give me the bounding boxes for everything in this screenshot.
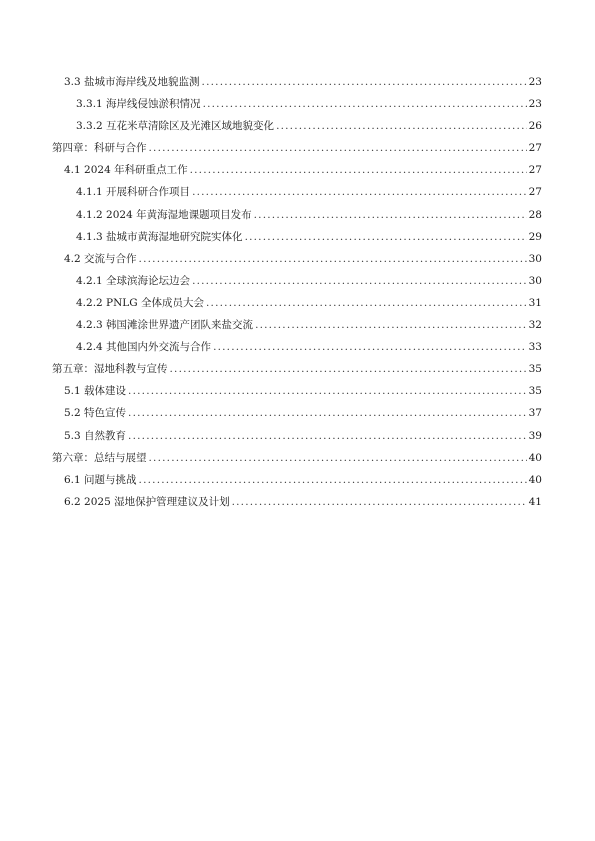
toc-entry-page: 27 [528, 164, 542, 177]
toc-entry[interactable] [52, 314, 542, 336]
toc-entry-page: 40 [528, 451, 542, 464]
toc-entry-page: 37 [528, 407, 542, 420]
toc-entry[interactable] [52, 425, 542, 447]
toc-entry-title: 3.3 盐城市海岸线及地貌监测 [64, 76, 200, 88]
toc-dot-leader [128, 402, 527, 424]
toc-entry-title: 3.3.1 海岸线侵蚀淤积情况 [76, 98, 201, 111]
toc-entry-title: 5.1 载体建设 [64, 385, 127, 398]
toc-entry-page: 30 [528, 274, 542, 287]
toc-dot-leader [276, 115, 527, 137]
toc-entry-page: 23 [528, 76, 542, 88]
toc-dot-leader [149, 447, 527, 469]
toc-entry-page: 32 [528, 319, 542, 332]
toc-entry-page: 40 [528, 473, 542, 486]
toc-dot-leader [245, 226, 527, 248]
toc-entry-title: 4.2 交流与合作 [64, 252, 137, 265]
toc-entry[interactable] [52, 469, 542, 491]
toc-dot-leader [190, 159, 527, 181]
toc-entry-page: 27 [528, 186, 542, 199]
toc-entry[interactable] [52, 226, 542, 248]
toc-entry[interactable] [52, 159, 542, 181]
toc-dot-leader [192, 270, 527, 292]
toc-entry-title: 第四章：科研与合作 [52, 142, 147, 155]
toc-entry[interactable] [52, 137, 542, 159]
toc-entry-page: 31 [528, 296, 542, 309]
toc-dot-leader [255, 314, 527, 336]
toc-entry-page: 33 [528, 341, 542, 354]
toc-entry-page: 23 [528, 98, 542, 111]
toc-dot-leader [149, 137, 527, 159]
toc-entry[interactable] [52, 115, 542, 137]
toc-entry[interactable] [52, 358, 542, 380]
toc-entry[interactable] [52, 380, 542, 402]
toc-entry-title: 3.3.2 互花米草清除区及光滩区域地貌变化 [76, 120, 275, 133]
toc-dot-leader [128, 425, 527, 447]
toc-entry-title: 5.2 特色宣传 [64, 407, 127, 420]
toc-entry-title: 5.3 自然教育 [64, 429, 127, 442]
toc-dot-leader [206, 292, 527, 314]
toc-entry[interactable] [52, 491, 542, 513]
toc-entry-title: 第六章：总结与展望 [52, 451, 147, 464]
toc-dot-leader [203, 93, 527, 115]
toc-dot-leader [232, 491, 527, 513]
toc-entry-title: 第五章：湿地科教与宣传 [52, 363, 168, 376]
toc-entry[interactable] [52, 402, 542, 424]
toc-dot-leader [254, 204, 527, 226]
toc-entry-page: 30 [528, 252, 542, 265]
toc-entry-title: 4.2.3 韩国滩涂世界遗产团队来盐交流 [76, 319, 254, 332]
toc-entry-page: 35 [528, 385, 542, 398]
toc-dot-leader [213, 336, 527, 358]
table-of-contents [52, 71, 542, 513]
toc-entry-page: 29 [528, 230, 542, 243]
toc-entry-title: 4.2.2 PNLG 全体成员大会 [76, 296, 205, 309]
toc-entry[interactable] [52, 292, 542, 314]
toc-entry-title: 4.1.2 2024 年黄海湿地课题项目发布 [76, 208, 252, 221]
toc-entry[interactable] [52, 248, 542, 270]
toc-dot-leader [128, 380, 527, 402]
toc-entry-page: 27 [528, 142, 542, 155]
toc-entry-title: 4.1.1 开展科研合作项目 [76, 186, 191, 199]
toc-dot-leader [202, 71, 527, 93]
toc-entry[interactable] [52, 181, 542, 203]
toc-entry[interactable] [52, 204, 542, 226]
toc-entry-page: 35 [528, 363, 542, 376]
toc-entry[interactable] [52, 71, 542, 93]
toc-entry[interactable] [52, 336, 542, 358]
toc-entry-title: 4.2.1 全球滨海论坛边会 [76, 274, 191, 287]
toc-entry-title: 4.2.4 其他国内外交流与合作 [76, 341, 212, 354]
toc-entry-title: 6.1 问题与挑战 [64, 473, 137, 486]
toc-entry[interactable] [52, 447, 542, 469]
toc-entry-title: 6.2 2025 湿地保护管理建议及计划 [64, 495, 230, 508]
toc-entry[interactable] [52, 93, 542, 115]
toc-entry-page: 39 [528, 429, 542, 442]
toc-entry-title: 4.1.3 盐城市黄海湿地研究院实体化 [76, 230, 243, 243]
toc-entry-page: 41 [528, 495, 542, 508]
toc-dot-leader [139, 469, 527, 491]
toc-dot-leader [170, 358, 527, 380]
toc-entry-page: 26 [528, 120, 542, 133]
toc-entry-title: 4.1 2024 年科研重点工作 [64, 164, 188, 177]
toc-entry[interactable] [52, 270, 542, 292]
toc-entry-page: 28 [528, 208, 542, 221]
toc-dot-leader [192, 181, 527, 203]
toc-dot-leader [139, 248, 527, 270]
